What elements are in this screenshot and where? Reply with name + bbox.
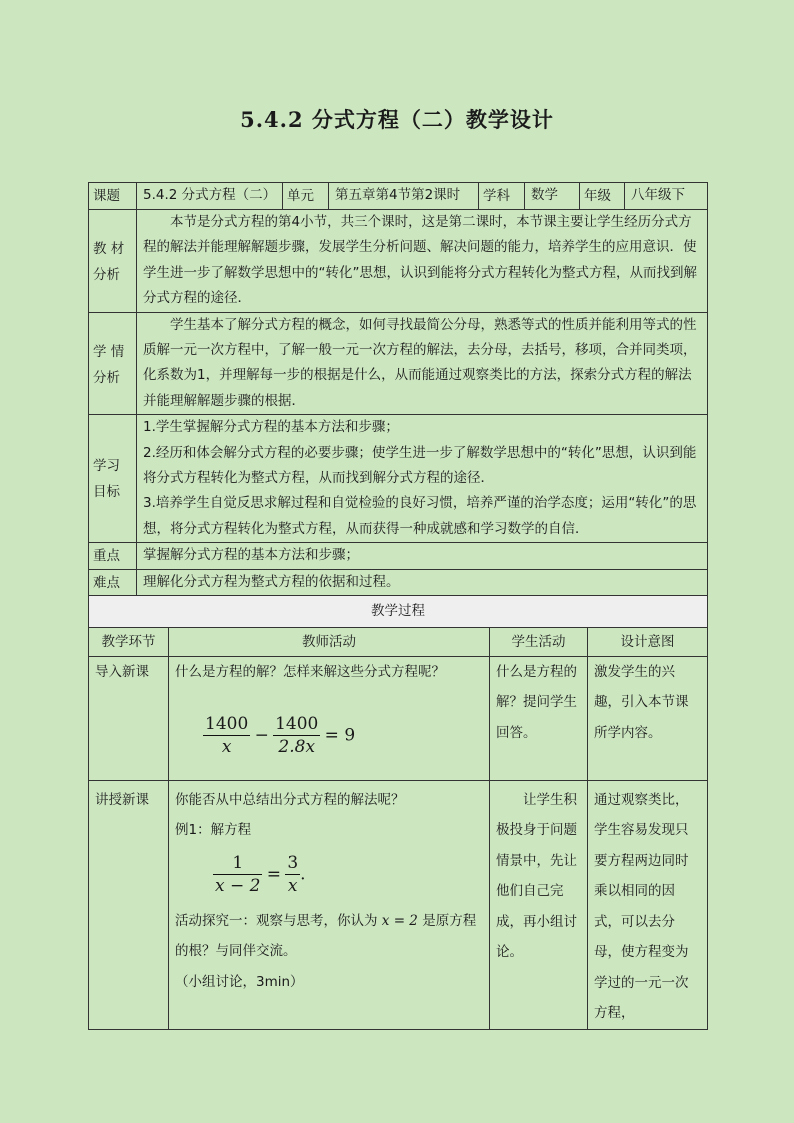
- col-header-teacher: 教师活动: [169, 627, 490, 656]
- student-analysis-text: 学生基本了解分式方程的概念，如何寻找最简公分母，熟悉等式的性质并能利用等式的性质解一元一次方程中，了解一般一元一次方程的解法，去分母，去括号，移项，合并同类项，化系数为1，并理解每一步的根据是什么，从而能通过观察类比的方法，探索分式方程的解法并能理解解题步骤的根据．: [137, 312, 708, 415]
- col-header-intent: 设计意图: [588, 627, 708, 656]
- goals-label: 学习 目标: [89, 415, 137, 543]
- lecture-question: 你能否从中总结出分式方程的解法呢？: [175, 791, 405, 808]
- lecture-teacher: [169, 780, 490, 1029]
- intro-equation: $\frac{1400}{x}$ − $\frac{1400}{2.8x}$ = 9: [205, 714, 356, 757]
- intro-row: [89, 656, 708, 780]
- difficulty-label: 难点: [89, 570, 137, 597]
- keti-label: 课题: [89, 183, 137, 210]
- textbook-analysis-row: [89, 210, 708, 313]
- key-point-label: 重点: [89, 543, 137, 570]
- nianji-value: 八年级下: [625, 183, 708, 210]
- col-header-student: 学生活动: [490, 627, 588, 656]
- student-analysis-row: [89, 312, 708, 415]
- lecture-student: 让学生积极投身于问题情景中，先让他们自己完成，再小组讨论。: [490, 780, 588, 1029]
- danyuan-value: 第五章第4节第2课时: [329, 183, 479, 210]
- key-point-row: [89, 543, 708, 570]
- keti-value: 5.4.2 分式方程（二）: [137, 183, 283, 210]
- intro-question: 什么是方程的解？怎样来解这些分式方程呢？: [175, 663, 445, 680]
- process-header-row: [89, 627, 708, 656]
- goals-row: [89, 415, 708, 543]
- intro-stage: 导入新课: [89, 656, 169, 780]
- goal-item: 3.培养学生自觉反思求解过程和自觉检验的良好习惯，培养严谨的治学态度；运用“转化”的思想，将分式方程转化为整式方程，从而获得一种成就感和学习数学的自信．: [143, 495, 697, 537]
- page-title: 5.4.2 分式方程（二）教学设计: [240, 107, 554, 132]
- process-heading-row: [89, 596, 708, 628]
- xueke-label: 学科: [479, 183, 525, 210]
- info-row: [89, 183, 708, 210]
- process-table: [88, 595, 708, 1030]
- example-label: 例1：解方程: [175, 822, 252, 838]
- intro-intent: 激发学生的兴趣，引入本节课所学内容。: [588, 656, 708, 780]
- fraction: $\frac{1400}{2.8x}$: [275, 714, 319, 757]
- textbook-analysis-label: 教 材 分析: [89, 210, 137, 313]
- process-heading: 教学过程: [89, 596, 708, 628]
- intro-teacher: [169, 656, 490, 780]
- lecture-stage: 讲授新课: [89, 780, 169, 1029]
- difficulty-row: [89, 570, 708, 597]
- col-header-stage: 教学环节: [89, 627, 169, 656]
- lecture-row: [89, 780, 708, 1029]
- lesson-info-table: [88, 182, 708, 597]
- goal-item: 2.经历和体会解分式方程的必要步骤；使学生进一步了解数学思想中的“转化”思想，认识到能将分式方程转化为整式方程，从而找到解分式方程的途径．: [143, 444, 697, 487]
- student-analysis-label: 学 情 分析: [89, 312, 137, 415]
- danyuan-label: 单元: [283, 183, 329, 210]
- textbook-analysis-text: 本节是分式方程的第4小节，共三个课时，这是第二课时，本节课主要让学生经历分式方程的解法并能理解解题步骤，发展学生分析问题、解决问题的能力，培养学生的应用意识．使学生进一步了解数学思想中的“转化”思想，认识到能将分式方程转化为整式方程，从而找到解分式方程的途径．: [137, 210, 708, 313]
- example-equation: $\frac{1}{x - 2}$ = $\frac{3}{x}$ .: [215, 852, 306, 896]
- goals-list: [137, 415, 708, 543]
- intro-student: 什么是方程的解？提问学生回答。: [490, 656, 588, 780]
- nianji-label: 年级: [580, 183, 625, 210]
- fraction: $\frac{1400}{x}$: [205, 714, 249, 757]
- fraction: $\frac{1}{x - 2}$: [215, 852, 261, 896]
- lecture-intent: 通过观察类比，学生容易发现只要方程两边同时乘以相同的因式，可以去分母，使方程变为学过的一元一次方程，: [588, 780, 708, 1029]
- difficulty-text: 理解化分式方程为整式方程的依据和过程。: [137, 570, 708, 597]
- goal-item: 1.学生掌握解分式方程的基本方法和步骤；: [143, 419, 399, 436]
- explore-text: 活动探究一：观察与思考，你认为 x = 2 是原方程的根？与同伴交流。: [175, 912, 477, 959]
- xueke-value: 数学: [525, 183, 580, 210]
- fraction: $\frac{3}{x}$: [287, 852, 299, 896]
- discussion-note: （小组讨论，3min）: [175, 973, 304, 990]
- key-point-text: 掌握解分式方程的基本方法和步骤；: [137, 543, 708, 570]
